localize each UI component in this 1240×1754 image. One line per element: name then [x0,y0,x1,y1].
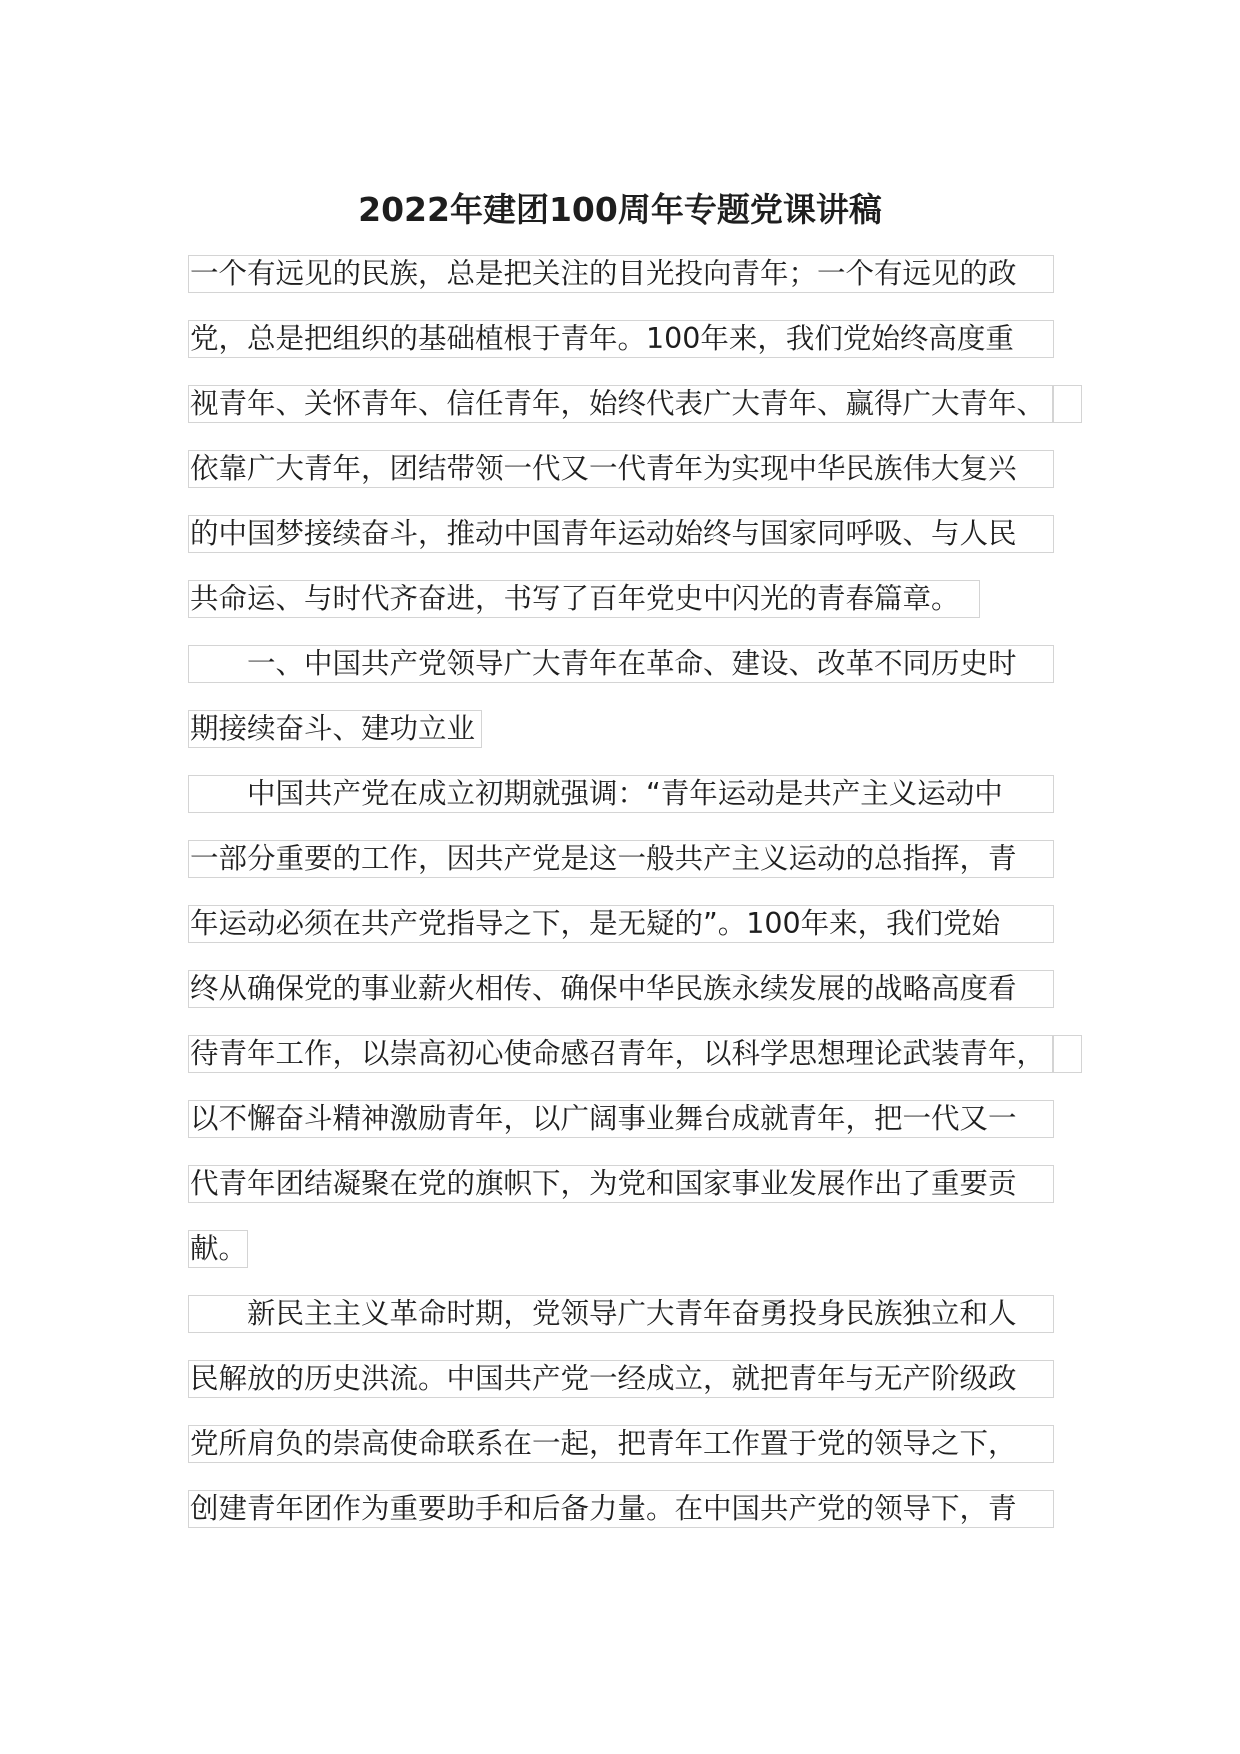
text-line-content: 中国共产党在成立初期就强调：“青年运动是共产主义运动中 [188,775,1054,813]
overflow-marker [1052,385,1082,423]
text-line-content: 依靠广大青年，团结带领一代又一代青年为实现中华民族伟大复兴 [188,450,1054,488]
text-line [188,1227,1058,1292]
text-line-content: 党，总是把组织的基础植根于青年。100年来，我们党始终高度重 [188,320,1054,358]
text-line [188,1162,1058,1227]
text-line-content: 新民主主义革命时期，党领导广大青年奋勇投身民族独立和人 [188,1295,1054,1333]
text-line-content: 一个有远见的民族，总是把关注的目光投向青年；一个有远见的政 [188,255,1054,293]
text-line-content: 的中国梦接续奋斗，推动中国青年运动始终与国家同呼吸、与人民 [188,515,1054,553]
text-line-content: 民解放的历史洪流。中国共产党一经成立，就把青年与无产阶级政 [188,1360,1054,1398]
text-line [188,447,1058,512]
text-line-content: 终从确保党的事业薪火相传、确保中华民族永续发展的战略高度看 [188,970,1054,1008]
document-body [188,252,1058,1552]
document-title: 2022年建团100周年专题党课讲稿 [358,190,882,229]
text-line-content: 期接续奋斗、建功立业 [188,710,482,748]
text-line [188,317,1058,382]
text-line [188,642,1058,707]
text-line [188,1292,1058,1357]
text-line [188,967,1058,1032]
text-line [188,837,1058,902]
text-line-content: 视青年、关怀青年、信任青年，始终代表广大青年、赢得广大青年、 [188,385,1054,423]
text-line-content: 待青年工作，以崇高初心使命感召青年，以科学思想理论武装青年， [188,1035,1054,1073]
text-line [188,1032,1058,1097]
text-line-content: 创建青年团作为重要助手和后备力量。在中国共产党的领导下，青 [188,1490,1054,1528]
text-line [188,382,1058,447]
text-line [188,772,1058,837]
text-line [188,512,1058,577]
text-line [188,1357,1058,1422]
text-line [188,252,1058,317]
text-line-content: 党所肩负的崇高使命联系在一起，把青年工作置于党的领导之下， [188,1425,1054,1463]
text-line-content: 一部分重要的工作，因共产党是这一般共产主义运动的总指挥，青 [188,840,1054,878]
text-line [188,1487,1058,1552]
text-line-content: 年运动必须在共产党指导之下，是无疑的”。100年来，我们党始 [188,905,1054,943]
text-line-content: 以不懈奋斗精神激励青年，以广阔事业舞台成就青年，把一代又一 [188,1100,1054,1138]
text-line-content: 一、中国共产党领导广大青年在革命、建设、改革不同历史时 [188,645,1054,683]
text-line [188,707,1058,772]
text-line [188,577,1058,642]
text-line [188,902,1058,967]
text-line [188,1097,1058,1162]
overflow-marker [1052,1035,1082,1073]
text-line [188,1422,1058,1487]
text-line-content: 献。 [188,1230,248,1268]
text-line-content: 共命运、与时代齐奋进，书写了百年党史中闪光的青春篇章。 [188,580,980,618]
text-line-content: 代青年团结凝聚在党的旗帜下，为党和国家事业发展作出了重要贡 [188,1165,1054,1203]
